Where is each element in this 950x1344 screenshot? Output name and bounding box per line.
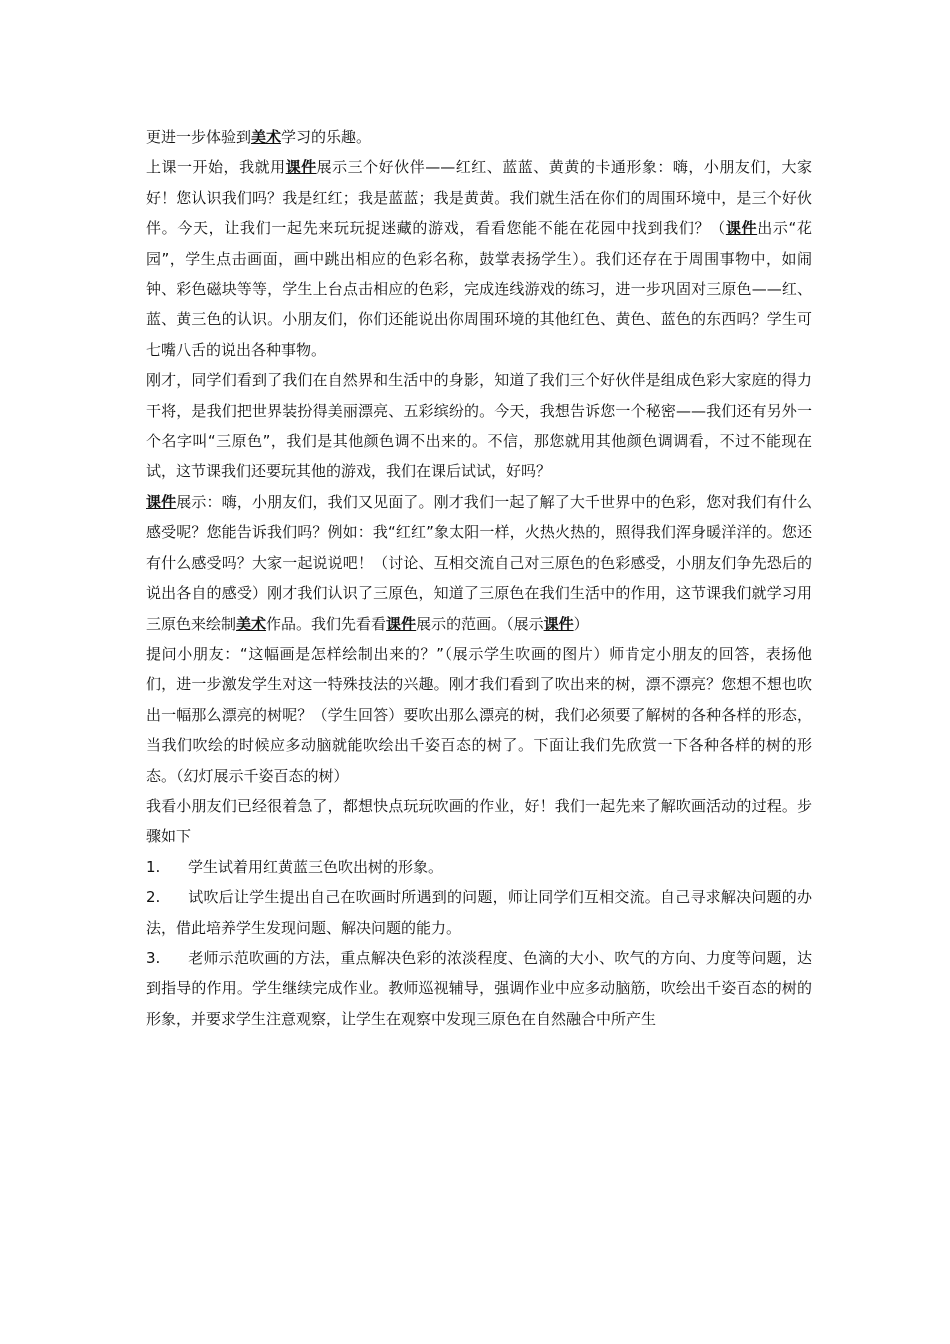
keyword-link[interactable]: 课件: [543, 614, 574, 633]
keyword-link[interactable]: 美术: [251, 128, 282, 146]
text-run: 提问小朋友：“这幅画是怎样绘制出来的？”（展示学生吹画的图片）师肯定小朋友的回答，表扬他们，进一步激发学生对这一特殊技法的兴趣。刚才我们看到了吹出来的树，漂不漂亮？您想不想也吹出一幅那么漂亮的树呢？（学生回答）要吹出那么漂亮的树，我们必须要了解树的各种各样的形态，当我们吹绘的时候应多动脑就能吹绘出千姿百态的树了。下面让我们先欣赏一下各种各样的树的形态。（幻灯展示千姿百态的树）: [146, 644, 812, 785]
text-run: 出示“花园”，学生点击画面，画中跳出相应的色彩名称，鼓掌表扬学生）。我们还存在于周围事物中，如闹钟、彩色磁块等等，学生上台点击相应的色彩，完成连线游戏的练习，进一步巩固对三原色——红、蓝、黄三色的认识。小朋友们，你们还能说出你周围环境的其他红色、黄色、蓝色的东西吗？学生可七嘴八舌的说出各种事物。: [146, 219, 812, 359]
list-text: 学生试着用红黄蓝三色吹出树的形象。: [188, 857, 444, 876]
list-item-0: [146, 852, 812, 882]
keyword-link[interactable]: 美术: [236, 614, 267, 633]
paragraph-4: [146, 639, 812, 791]
text-run: 刚才，同学们看到了我们在自然界和生活中的身影，知道了我们三个好伙伴是组成色彩大家庭的得力干将，是我们把世界装扮得美丽漂亮、五彩缤纷的。今天，我想告诉您一个秘密——我们还有另外一个名字叫“三原色”，我们是其他颜色调不出来的。不信，那您就用其他颜色调调看，不过不能现在试，这节课我们还要玩其他的游戏，我们在课后试试，好吗？: [146, 371, 812, 481]
keyword-link[interactable]: 课件: [146, 492, 177, 511]
text-run: 上课一开始，我就用: [146, 158, 286, 177]
keyword-link[interactable]: 课件: [285, 158, 317, 177]
paragraph-5: [146, 791, 812, 852]
list-number: 2.: [146, 888, 161, 907]
list-number: 3.: [146, 948, 161, 967]
document-body: [146, 122, 812, 1034]
text-run: 我看小朋友们已经很着急了，都想快点玩玩吹画的作业，好！我们一起先来了解吹画活动的过程。步骤如下: [146, 796, 812, 846]
keyword-link[interactable]: 课件: [386, 614, 417, 633]
text-run: 学习的乐趣。: [281, 128, 372, 146]
list-number: 1.: [146, 857, 161, 876]
text-run: 作品。我们先看看: [266, 614, 387, 633]
keyword-link[interactable]: 课件: [725, 219, 758, 238]
text-run: 更进一步体验到: [146, 128, 252, 146]
list-text: 老师示范吹画的方法，重点解决色彩的浓淡程度、色滴的大小、吹气的方向、力度等问题，达到指导的作用。学生继续完成作业。教师巡视辅导，强调作业中应多动脑筋，吹绘出千姿百态的树的形象，并要求学生注意观察，让学生在观察中发现三原色在自然融合中所产生: [146, 948, 812, 1028]
list-item-1: [146, 882, 812, 943]
text-run: 展示三个好伙伴——红红、蓝蓝、黄黄的卡通形象：嗨，小朋友们，大家好！您认识我们吗？我是红红；我是蓝蓝；我是黄黄。我们就生活在你们的周围环境中，是三个好伙伴。今天，让我们一起先来玩玩捉迷藏的游戏，看看您能不能在花园中找到我们？（: [146, 158, 812, 238]
paragraph-1: [146, 152, 812, 365]
text-run: 展示的范画。（展示: [416, 614, 544, 633]
text-run: ）: [573, 614, 589, 633]
text-run: 展示：嗨，小朋友们，我们又见面了。刚才我们一起了解了大千世界中的色彩，您对我们有什么感受呢？您能告诉我们吗？例如：我“红红”象太阳一样，火热火热的，照得我们浑身暖洋洋的。您还有什么感受吗？大家一起说说吧！（讨论、互相交流自己对三原色的色彩感受，小朋友们争先恐后的说出各自的感受）刚才我们认识了三原色，知道了三原色在我们生活中的作用，这节课我们就学习用三原色来绘制: [146, 492, 812, 633]
list-item-2: [146, 943, 812, 1034]
paragraph-3: [146, 487, 812, 639]
paragraph-0: [146, 122, 812, 152]
paragraph-2: [146, 365, 812, 487]
list-text: 试吹后让学生提出自己在吹画时所遇到的问题，师让同学们互相交流。自己寻求解决问题的办法，借此培养学生发现问题、解决问题的能力。: [146, 888, 812, 937]
